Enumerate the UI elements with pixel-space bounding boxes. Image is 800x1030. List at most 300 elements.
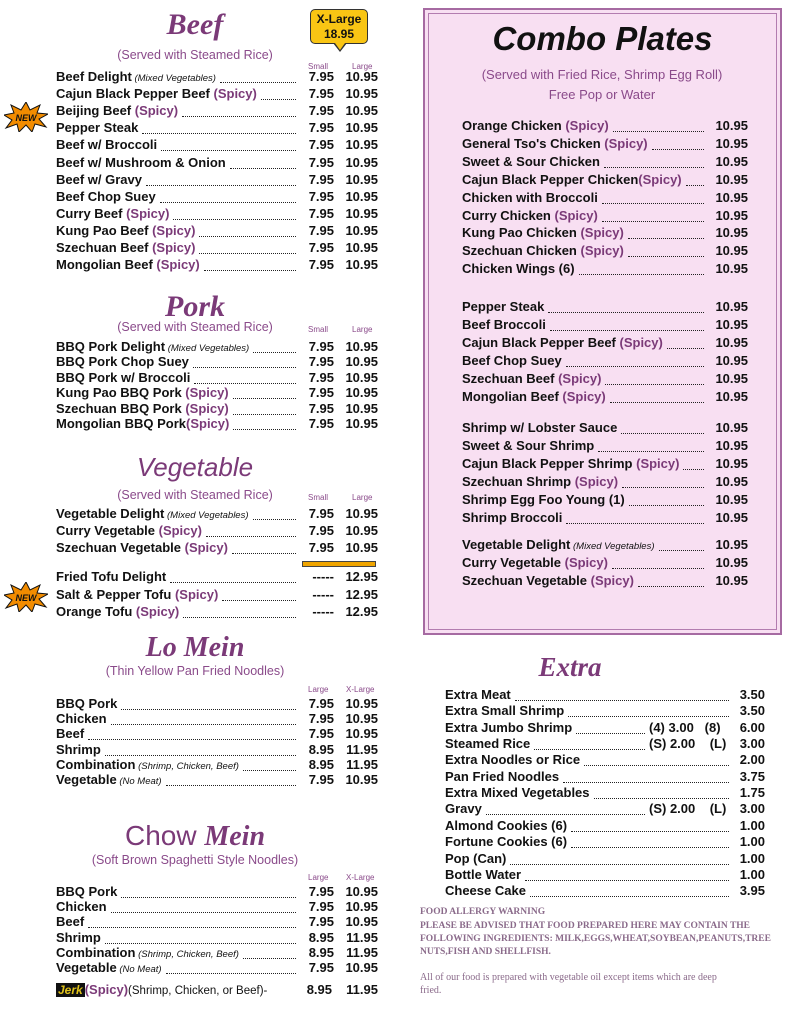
leader-dots bbox=[525, 880, 729, 881]
item-name: BBQ Pork bbox=[56, 884, 118, 899]
item-name: Mongolian Beef bbox=[462, 388, 559, 404]
combo-item-row bbox=[462, 389, 752, 406]
item-name-group bbox=[56, 960, 162, 975]
extra-price: 1.00 bbox=[739, 850, 765, 866]
item-name: Kung Pao Chicken bbox=[462, 225, 577, 241]
leader-dots bbox=[510, 864, 729, 865]
price-small: 7.95 bbox=[308, 86, 334, 102]
leader-dots bbox=[105, 755, 296, 756]
leader-dots bbox=[602, 221, 704, 222]
vegetable-size-small: Small bbox=[308, 493, 329, 502]
item-name-group bbox=[462, 537, 655, 552]
item-name: Shrimp bbox=[56, 929, 101, 945]
item-name-group bbox=[462, 573, 634, 588]
leader-dots bbox=[233, 414, 296, 415]
item-name: Szechuan Vegetable bbox=[56, 540, 181, 555]
item-name-group bbox=[56, 416, 229, 431]
price-large: 10.95 bbox=[345, 899, 378, 915]
item-note: (Mixed Vegetables) bbox=[165, 343, 250, 354]
chowmein-size-xlarge: X-Large bbox=[346, 873, 375, 882]
item-name: Pepper Steak bbox=[56, 120, 139, 136]
leader-dots bbox=[243, 770, 296, 771]
item-name: Vegetable bbox=[56, 960, 117, 975]
item-name-group bbox=[462, 317, 546, 332]
price-large: 10.95 bbox=[345, 171, 378, 187]
chowmein-title-a: Chow bbox=[124, 820, 205, 851]
price-small: 7.95 bbox=[308, 137, 334, 153]
spicy-label: (Spicy) bbox=[209, 86, 257, 102]
menu-item-row bbox=[56, 172, 378, 189]
item-name-group bbox=[462, 243, 624, 258]
leader-dots bbox=[571, 831, 729, 832]
combo-item-row bbox=[462, 371, 752, 388]
price-small: 7.95 bbox=[308, 400, 334, 416]
leader-dots bbox=[243, 958, 296, 959]
price-small: 7.95 bbox=[308, 257, 334, 273]
pork-size-large: Large bbox=[352, 325, 373, 334]
spicy-label: (Spicy) bbox=[600, 135, 648, 151]
chowmein-subtitle: (Soft Brown Spaghetti Style Noodles) bbox=[91, 853, 299, 867]
spicy-label: (Spicy) bbox=[587, 572, 634, 588]
item-name-group bbox=[56, 206, 169, 221]
item-name: Beef Chop Suey bbox=[56, 188, 156, 204]
item-name: Beef bbox=[56, 914, 85, 930]
price-small: 7.95 bbox=[308, 523, 334, 538]
chowmein-size-large: Large bbox=[308, 873, 329, 882]
item-name: Kung Pao Beef bbox=[56, 222, 149, 238]
item-name: Beef w/ Gravy bbox=[56, 171, 142, 187]
extra-title: Extra bbox=[538, 652, 602, 682]
combo-item-row bbox=[462, 573, 752, 590]
menu-item-row bbox=[56, 69, 378, 86]
pork-size-small: Small bbox=[308, 325, 329, 334]
combo-item-row bbox=[462, 225, 752, 242]
combo-price: 10.95 bbox=[715, 334, 748, 350]
combo-item-row bbox=[462, 474, 752, 491]
menu-item-row bbox=[56, 86, 378, 103]
item-name: Extra Noodles or Rice bbox=[445, 752, 581, 768]
item-name: Fortune Cookies (6) bbox=[445, 834, 568, 850]
extra-item-row bbox=[445, 752, 767, 769]
price-small: 7.95 bbox=[308, 103, 334, 119]
leader-dots bbox=[534, 749, 645, 750]
price-large: 10.95 bbox=[345, 416, 378, 431]
item-name: Cheese Cake bbox=[445, 883, 526, 899]
menu-item-row bbox=[56, 540, 378, 557]
price-large: 11.95 bbox=[346, 741, 378, 757]
lomein-subtitle: (Thin Yellow Pan Fried Noodles) bbox=[105, 664, 285, 678]
item-name: Steamed Rice bbox=[445, 736, 531, 752]
price-small: ----- bbox=[312, 586, 334, 602]
price-large: 10.95 bbox=[345, 188, 378, 204]
price-large: 10.95 bbox=[345, 240, 378, 255]
item-name-group bbox=[462, 136, 648, 151]
extra-price: 3.50 bbox=[739, 703, 765, 719]
price-small: 7.95 bbox=[308, 416, 334, 431]
spicy-label: (Spicy) bbox=[148, 222, 196, 238]
item-name-group bbox=[462, 371, 601, 386]
item-name: Cajun Black Pepper Shrimp bbox=[462, 455, 633, 471]
item-name: Pop (Can) bbox=[445, 850, 507, 866]
item-name-group bbox=[56, 899, 107, 914]
item-name-group bbox=[56, 223, 195, 238]
price-large: 12.95 bbox=[345, 569, 378, 584]
combo-price: 10.95 bbox=[715, 118, 748, 133]
item-name-group bbox=[462, 438, 594, 453]
item-name: Beef Chop Suey bbox=[462, 352, 562, 368]
price-large: 10.95 bbox=[345, 540, 378, 555]
vegetable-size-large: Large bbox=[352, 493, 373, 502]
leader-dots bbox=[121, 709, 296, 710]
item-name: Combination bbox=[56, 944, 136, 960]
combo-item-row bbox=[462, 317, 752, 334]
vegetable-subtitle: (Served with Steamed Rice) bbox=[117, 488, 273, 502]
leader-dots bbox=[659, 550, 704, 551]
extra-item-row bbox=[445, 785, 767, 802]
leader-dots bbox=[515, 700, 729, 701]
leader-dots bbox=[233, 429, 296, 430]
combo-price: 10.95 bbox=[715, 171, 748, 187]
leader-dots bbox=[161, 150, 296, 151]
combo-title: Combo Plates bbox=[492, 20, 713, 57]
leader-dots bbox=[204, 270, 296, 271]
price-small: 7.95 bbox=[308, 240, 334, 255]
item-note: (Shrimp, Chicken, Beef) bbox=[135, 760, 239, 772]
price-large: 10.95 bbox=[345, 354, 378, 370]
combo-price: 10.95 bbox=[715, 370, 748, 386]
beef-title: Beef bbox=[166, 8, 224, 41]
leader-dots bbox=[638, 586, 704, 587]
item-name: Cajun Black Pepper Beef bbox=[462, 334, 616, 350]
jerk-label: Jerk bbox=[58, 983, 83, 997]
item-name-group bbox=[56, 523, 202, 538]
extra-item-row bbox=[445, 818, 767, 835]
item-name-group bbox=[56, 540, 228, 555]
combo-price: 10.95 bbox=[715, 388, 748, 404]
item-name: BBQ Pork bbox=[56, 696, 118, 711]
spicy-label: (Spicy) bbox=[131, 103, 179, 119]
spicy-label: (Spicy) bbox=[155, 523, 202, 538]
item-name-group bbox=[56, 726, 84, 741]
item-name: Pan Fried Noodles bbox=[445, 768, 560, 784]
combo-item-row bbox=[462, 154, 752, 171]
spicy-label: (Spicy) bbox=[576, 225, 624, 241]
pork-subtitle: (Served with Steamed Rice) bbox=[117, 320, 273, 334]
price-large: 11.95 bbox=[346, 944, 378, 960]
leader-dots bbox=[199, 236, 296, 237]
price-small: 7.95 bbox=[308, 960, 334, 975]
spicy-label: (Spicy) bbox=[181, 400, 229, 416]
menu-item-row bbox=[56, 206, 378, 223]
item-name-group bbox=[56, 155, 226, 170]
item-name: Beef w/ Mushroom & Onion bbox=[56, 154, 226, 170]
item-name: Almond Cookies (6) bbox=[445, 817, 568, 833]
price-large: 10.95 bbox=[345, 914, 378, 930]
item-name-group bbox=[56, 884, 117, 899]
item-name: Szechuan Chicken bbox=[462, 243, 577, 259]
combo-item-row bbox=[462, 537, 752, 554]
item-name: Kung Pao BBQ Pork bbox=[56, 385, 182, 401]
extra-price: 1.75 bbox=[739, 785, 765, 801]
leader-dots bbox=[233, 398, 296, 399]
extra-size-prices: (S) 2.00 (L) bbox=[649, 801, 727, 817]
leader-dots bbox=[566, 366, 704, 367]
item-name: Szechuan Vegetable bbox=[462, 572, 587, 588]
leader-dots bbox=[605, 384, 704, 385]
extra-item-row bbox=[445, 883, 767, 900]
jerk-note: (Shrimp, Chicken, or Beef)- bbox=[128, 985, 268, 997]
price-small: 7.95 bbox=[308, 506, 334, 521]
leader-dots bbox=[121, 897, 296, 898]
price-small: 8.95 bbox=[308, 756, 334, 772]
item-name-group bbox=[56, 86, 257, 101]
item-name-group bbox=[56, 711, 107, 726]
leader-dots bbox=[253, 352, 296, 353]
spicy-label: (Spicy) bbox=[576, 243, 624, 259]
item-name-group bbox=[56, 189, 156, 204]
item-name-group bbox=[56, 257, 200, 272]
item-name: Cajun Black Pepper Beef bbox=[56, 86, 210, 102]
item-name: Curry Beef bbox=[56, 205, 123, 221]
spicy-label: (Spicy) bbox=[181, 540, 228, 555]
combo-item-row bbox=[462, 136, 752, 153]
leader-dots bbox=[683, 469, 704, 470]
item-name: Szechuan Beef bbox=[462, 370, 555, 386]
item-name: Szechuan Beef bbox=[56, 240, 149, 255]
item-name: Szechuan Shrimp bbox=[462, 473, 572, 489]
combo-item-row bbox=[462, 438, 752, 455]
combo-price: 10.95 bbox=[715, 420, 748, 435]
combo-price: 10.95 bbox=[715, 189, 748, 205]
new-label: NEW bbox=[15, 593, 37, 603]
x-large-price: 18.95 bbox=[323, 27, 355, 41]
extra-size-prices: (4) 3.00 (8) bbox=[649, 719, 721, 735]
vegetable-title: Vegetable bbox=[136, 452, 254, 482]
item-name: Chicken bbox=[56, 899, 107, 915]
leader-dots bbox=[142, 133, 296, 134]
leader-dots bbox=[261, 99, 296, 100]
leader-dots bbox=[612, 568, 704, 569]
item-name-group bbox=[462, 118, 609, 133]
item-name: Bottle Water bbox=[445, 866, 522, 882]
price-small: 7.95 bbox=[308, 154, 334, 170]
price-large: 12.95 bbox=[345, 586, 378, 602]
combo-price: 10.95 bbox=[715, 572, 748, 588]
leader-dots bbox=[571, 847, 729, 848]
item-name: Orange Chicken bbox=[462, 118, 562, 133]
leader-dots bbox=[173, 219, 296, 220]
leader-dots bbox=[220, 82, 296, 83]
beef-subtitle: (Served with Steamed Rice) bbox=[117, 48, 273, 62]
item-name: Orange Tofu bbox=[56, 604, 133, 619]
menu-item-row bbox=[56, 587, 378, 604]
spicy-label: (Spicy) bbox=[638, 171, 682, 187]
price-small: 8.95 bbox=[308, 741, 334, 757]
menu-item-row bbox=[56, 960, 378, 977]
leader-dots bbox=[530, 896, 729, 897]
price-large: 10.95 bbox=[345, 222, 378, 238]
item-name-group bbox=[56, 945, 239, 960]
item-name-group bbox=[462, 154, 600, 169]
extra-price: 3.00 bbox=[739, 736, 765, 752]
item-name: Mongolian Beef bbox=[56, 257, 153, 273]
leader-dots bbox=[610, 402, 704, 403]
spicy-label: (Spicy) bbox=[632, 455, 680, 471]
leader-dots bbox=[199, 253, 296, 254]
leader-dots bbox=[628, 256, 704, 257]
combo-price: 10.95 bbox=[715, 491, 748, 507]
price-large: 10.95 bbox=[345, 257, 378, 273]
price-large: 10.95 bbox=[345, 369, 378, 385]
menu-item-row bbox=[56, 189, 378, 206]
item-name: Chicken bbox=[56, 711, 107, 727]
price-large: 10.95 bbox=[345, 772, 378, 787]
item-name: Pepper Steak bbox=[462, 299, 545, 314]
price-large: 10.95 bbox=[345, 400, 378, 416]
leader-dots bbox=[566, 523, 704, 524]
spicy-label: (Spicy) bbox=[122, 205, 170, 221]
price-large: 10.95 bbox=[345, 103, 378, 119]
leader-dots bbox=[652, 149, 704, 150]
price-large: 10.95 bbox=[345, 137, 378, 153]
price-large: 10.95 bbox=[345, 385, 378, 401]
price-small: 7.95 bbox=[308, 69, 334, 84]
combo-item-row bbox=[462, 456, 752, 473]
leader-dots bbox=[613, 131, 704, 132]
spicy-label: (Spicy) bbox=[148, 240, 196, 255]
menu-item-row bbox=[56, 137, 378, 154]
menu-item-row bbox=[56, 569, 378, 586]
price-small: 7.95 bbox=[308, 354, 334, 370]
price-small: 7.95 bbox=[308, 171, 334, 187]
combo-item-row bbox=[462, 172, 752, 189]
item-name-group bbox=[56, 569, 166, 584]
new-burst-icon bbox=[4, 102, 48, 132]
spicy-label: (Spicy) bbox=[554, 370, 602, 386]
price-large: 10.95 bbox=[345, 120, 378, 136]
item-name: Curry Vegetable bbox=[462, 554, 561, 570]
price-large: 10.95 bbox=[345, 726, 378, 742]
pork-title: Pork bbox=[165, 290, 225, 323]
item-name-group bbox=[56, 772, 162, 787]
menu-item-row bbox=[56, 155, 378, 172]
extra-price: 3.75 bbox=[739, 768, 765, 784]
combo-item-row bbox=[462, 353, 752, 370]
item-name-group bbox=[462, 474, 618, 489]
price-large: 10.95 bbox=[345, 339, 378, 354]
menu-item-row bbox=[56, 240, 378, 257]
lomein-title: Lo Mein bbox=[145, 632, 245, 663]
item-name-group bbox=[56, 354, 189, 369]
leader-dots bbox=[621, 433, 704, 434]
extra-item-row bbox=[445, 834, 767, 851]
orange-divider bbox=[302, 561, 376, 567]
item-name: Beef Broccoli bbox=[462, 316, 546, 332]
extra-item-row bbox=[445, 720, 767, 737]
price-small: 7.95 bbox=[308, 222, 334, 238]
lomein-size-large: Large bbox=[308, 685, 329, 694]
combo-price: 10.95 bbox=[715, 135, 748, 151]
item-name: BBQ Pork Delight bbox=[56, 339, 166, 354]
leader-dots bbox=[253, 519, 296, 520]
combo-price: 10.95 bbox=[715, 299, 748, 314]
menu-item-row bbox=[56, 103, 378, 120]
extra-price: 3.95 bbox=[739, 883, 765, 899]
spicy-label: (Spicy) bbox=[615, 334, 663, 350]
spicy-label: (Spicy) bbox=[152, 257, 200, 273]
leader-dots bbox=[170, 582, 296, 583]
beef-size-large: Large bbox=[352, 62, 373, 71]
price-large: 12.95 bbox=[345, 604, 378, 619]
price-large: 10.95 bbox=[345, 69, 378, 84]
item-note: (Shrimp, Chicken, Beef) bbox=[135, 948, 239, 960]
combo-subtitle-2: Free Pop or Water bbox=[548, 87, 656, 102]
combo-item-row bbox=[462, 555, 752, 572]
price-large: 10.95 bbox=[345, 523, 378, 538]
combo-item-row bbox=[462, 118, 752, 135]
leader-dots bbox=[550, 330, 704, 331]
leader-dots bbox=[602, 203, 704, 204]
item-name: Fried Tofu Delight bbox=[56, 569, 167, 584]
leader-dots bbox=[548, 312, 704, 313]
combo-price: 10.95 bbox=[715, 537, 748, 552]
leader-dots bbox=[88, 927, 296, 928]
combo-price: 10.95 bbox=[715, 207, 748, 223]
allergy-warning-title: FOOD ALLERGY WARNING bbox=[420, 907, 546, 917]
combo-item-row bbox=[462, 243, 752, 260]
item-name-group bbox=[56, 103, 178, 118]
leader-dots bbox=[222, 600, 296, 601]
item-name-group bbox=[56, 696, 117, 711]
item-name: Vegetable bbox=[56, 772, 117, 787]
beef-size-small: Small bbox=[308, 62, 329, 71]
menu-item-row bbox=[56, 506, 378, 523]
item-name-group bbox=[462, 299, 544, 314]
leader-dots bbox=[194, 383, 296, 384]
spicy-label: (Spicy) bbox=[561, 118, 609, 133]
leader-dots bbox=[576, 733, 645, 734]
leader-dots bbox=[88, 739, 296, 740]
leader-dots bbox=[563, 782, 729, 783]
item-name-group bbox=[56, 385, 229, 400]
spicy-label: (Spicy) bbox=[132, 604, 180, 619]
combo-item-row bbox=[462, 510, 752, 527]
item-name: Extra Mixed Vegetables bbox=[445, 785, 590, 801]
item-name: BBQ Pork w/ Broccoli bbox=[56, 369, 191, 385]
item-name-group bbox=[462, 389, 606, 404]
price-small: 7.95 bbox=[308, 772, 334, 787]
spicy-label: (Spicy) bbox=[561, 554, 608, 570]
item-name: Chicken with Broccoli bbox=[462, 189, 598, 205]
spicy-label: (Spicy) bbox=[181, 385, 229, 401]
spicy-label: (Spicy) bbox=[171, 586, 219, 602]
item-name-group bbox=[462, 492, 625, 507]
extra-item-row bbox=[445, 687, 767, 704]
price-small: 7.95 bbox=[308, 540, 334, 555]
item-name: Vegetable Delight bbox=[56, 506, 165, 521]
item-name-group bbox=[56, 757, 239, 772]
item-name: Cajun Black Pepper Chicken bbox=[462, 171, 639, 187]
leader-dots bbox=[622, 487, 704, 488]
price-small: 7.95 bbox=[308, 188, 334, 204]
x-large-badge bbox=[310, 9, 368, 44]
item-name: Salt & Pepper Tofu bbox=[56, 586, 172, 602]
leader-dots bbox=[160, 202, 296, 203]
item-note: (No Meat) bbox=[116, 776, 162, 787]
item-name: General Tso's Chicken bbox=[462, 135, 601, 151]
combo-item-row bbox=[462, 261, 752, 278]
extra-price: 3.00 bbox=[739, 801, 765, 817]
